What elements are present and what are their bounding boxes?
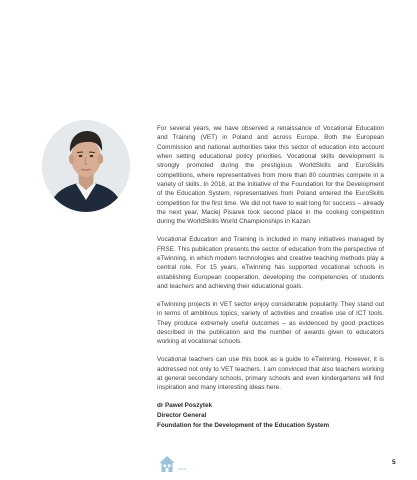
paragraph-2: Vocational Education and Training is included in many initiatives managed by FRSE. This publication presents the sector of education from the perspective of eTwinning, in which modern technologies and creative teaching methods play a central role. For 15 years, eTwinning has supported vocational schools in establishing European cooperation, developing the competencies of students and teachers and achieving their educational goals. [157,236,384,291]
paragraph-4: Vocational teachers can use this book as a guide to eTwinning. However, it is addressed not only to VET teachers. I am convinced that also teachers working at general secondary schools, primary schools and even kindergartens will find inspiration and many interesting ideas here. [157,356,384,392]
paragraph-1: For several years, we have observed a renaissance of Vocational Education and Training (VET) in Poland and across Europe. Both the European Commission and national authorities take this sector of education into account when setting educational policy priorities. Vocational skills development is strongly promoted during the prestigious WorldSkills and EuroSkills competitions, where representatives from more than 80 countries compete in a variety of skills. In 2018, at the initiative of the Foundation for the Development of the Education System, representatives from Poland entered the EuroSkills competition for the first time. We did not have to wait long for success – already the next year, Maciej Pisarek took second place in the cooking competition during the WorldSkills World Championships in Kazan. [157,125,384,226]
signature-block [157,401,384,430]
home-link[interactable] [159,455,187,473]
author-photo [42,120,130,212]
page-number: 5 [392,459,396,466]
paragraph-3: eTwinning projects in VET sector enjoy considerable popularity. They stand out in terms of ambitious topics, variety of activities and creative use of ICT tools. They produce extremely useful outcomes – as evidenced by good practices described in the publication and the number of awards given to educators working at vocational schools. [157,301,384,346]
home-label[interactable]: home [178,467,187,471]
foreword-text [157,124,384,430]
signature-role: Director General [157,411,207,419]
house-icon[interactable] [159,455,175,473]
signature-name: dr Paweł Poszytek [157,402,212,410]
signature-organization: Foundation for the Development of the Education System [157,421,330,429]
author-portrait [42,120,130,212]
